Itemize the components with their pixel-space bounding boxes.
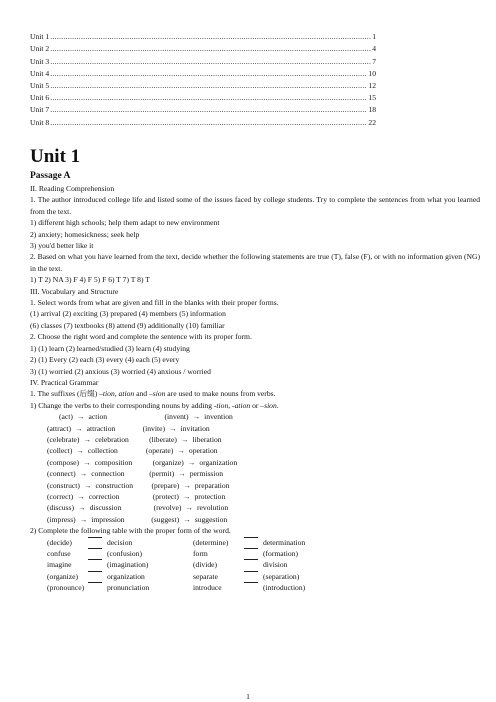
document-body (30, 170, 480, 594)
toc-leader (50, 32, 371, 41)
verb: (permit) (149, 469, 175, 479)
chinese-term: 后缀 (79, 389, 95, 399)
table-cell: organization (107, 571, 145, 581)
arrow-icon: → (168, 423, 177, 433)
table-cell: (pronounce) (47, 583, 85, 593)
question-text (30, 388, 480, 399)
verb: (act) (59, 412, 73, 422)
arrow-icon: → (192, 412, 201, 422)
question-text: 2. Choose the right word and complete the sentence with its proper form. (30, 332, 252, 342)
noun: invention (204, 412, 233, 422)
table-cell: determination (263, 537, 306, 547)
table-row (30, 582, 480, 593)
toc-page: 18 (368, 105, 376, 115)
dash-separator (244, 582, 258, 593)
text-run: , (114, 389, 119, 399)
toc-page: 15 (368, 93, 376, 103)
toc-entry[interactable] (30, 41, 376, 53)
toc-leader (50, 105, 367, 114)
toc-title: Unit 6 (30, 93, 50, 103)
toc-title: Unit 3 (30, 56, 50, 66)
question-text: 1. Select words from what are given and fill in the blanks with their proper forms. (30, 298, 279, 308)
dash-separator (88, 548, 102, 559)
answer-line: (6) classes (7) textbooks (8) attend (9) additionally (10) familiar (30, 320, 225, 330)
toc-entry[interactable] (30, 53, 376, 65)
noun: celebration (95, 434, 129, 444)
question-text: 2) Complete the following table with the proper form of the word. (30, 526, 231, 536)
verb: (prepare) (151, 480, 180, 490)
verb: (revolve) (153, 503, 182, 513)
verb-noun-row (30, 457, 480, 468)
section-heading-reading: II. Reading Comprehension (30, 184, 115, 193)
arrow-icon: → (76, 412, 85, 422)
arrow-icon: → (185, 503, 194, 513)
question-text: 1. The author introduced college life and listed some of the issues faced by college students. Try to complete the sentences from what you learned from the text. (30, 195, 480, 216)
table-cell: confuse (47, 549, 71, 558)
toc-page: 4 (372, 44, 376, 54)
arrow-icon: → (79, 514, 88, 524)
arrow-icon: → (180, 434, 189, 444)
toc-page: 10 (368, 68, 376, 78)
verb-noun-list (30, 411, 480, 525)
noun: construction (95, 480, 134, 490)
question-text (30, 400, 480, 411)
arrow-icon: → (187, 457, 196, 467)
toc-leader (50, 81, 367, 90)
page-number: 1 (246, 692, 250, 701)
answer-line: 2) anxiety; homesickness; seek help (30, 229, 140, 239)
toc-entry[interactable] (30, 90, 376, 102)
verb: (invent) (164, 412, 189, 422)
verb-noun-row (30, 480, 480, 491)
text-run: . (276, 400, 279, 410)
noun: permission (189, 469, 224, 479)
table-cell: decision (107, 537, 133, 547)
arrow-icon: → (77, 491, 85, 501)
word-form-table (30, 537, 480, 594)
table-cell: form (193, 549, 208, 558)
toc-page: 1 (372, 32, 376, 42)
verb: (compose) (47, 457, 80, 467)
verb-noun-row (30, 491, 480, 502)
toc-leader (50, 44, 371, 53)
verb: (discuss) (47, 503, 74, 513)
toc-title: Unit 5 (30, 80, 50, 90)
question-text: 2. Based on what you have learned from the text, decide whether the following statements are true (T), false (F), or with no information given (NG) in the text. (30, 252, 480, 273)
verb: (protect) (152, 491, 179, 501)
section-heading-grammar: IV. Practical Grammar (30, 377, 99, 387)
arrow-icon: → (182, 491, 191, 501)
toc-title: Unit 1 (30, 32, 50, 42)
verb: (impress) (47, 514, 76, 524)
verb-noun-row (30, 445, 480, 456)
noun: invitation (180, 423, 210, 433)
table-row (30, 537, 480, 548)
text-run: ) – (94, 389, 103, 399)
verb: (connect) (47, 469, 76, 479)
verb: (invite) (142, 423, 165, 433)
noun: operation (188, 446, 218, 456)
toc-leader (50, 57, 371, 66)
verb-noun-row (30, 423, 480, 434)
suffix-term: sion (264, 400, 277, 410)
text-run: 1. The suffixes ( (30, 389, 80, 399)
noun: impression (91, 514, 125, 524)
noun: organization (199, 457, 238, 467)
toc-title: Unit 4 (30, 68, 50, 78)
toc-title: Unit 8 (30, 117, 50, 127)
toc-leader (50, 69, 367, 78)
dash-separator (244, 548, 258, 559)
table-cell: introduce (193, 583, 222, 593)
arrow-icon: → (178, 469, 186, 479)
arrow-icon: → (78, 503, 86, 513)
answer-line: 1) different high schools; help them adapt to new environment (30, 218, 220, 228)
table-cell: (organize) (47, 571, 79, 581)
unit-title: Unit 1 (30, 146, 81, 167)
toc-entry[interactable] (30, 114, 376, 126)
suffix-term: sion (152, 389, 166, 399)
noun: attraction (86, 423, 116, 433)
toc-page: 7 (372, 56, 376, 66)
text-run: or – (250, 400, 265, 410)
text-run: 1) Change the verbs to their corresponding nouns by adding (30, 400, 214, 410)
answer-line: 1) T 2) NA 3) F 4) F 5) F 6) T 7) T 8) T (30, 275, 150, 285)
verb: (organize) (152, 457, 184, 467)
verb: (collect) (47, 446, 73, 456)
table-row (30, 559, 480, 570)
table-row (30, 548, 480, 559)
table-cell: (divide) (193, 560, 218, 570)
suffix-term: tion (102, 389, 115, 399)
table-cell: (decide) (47, 537, 72, 547)
text-run: are used to make nouns from verbs. (165, 389, 276, 399)
text-run: and – (134, 389, 153, 399)
answer-line: 1) (1) learn (2) learned/studied (3) learn (4) studying (30, 343, 190, 353)
verb-noun-row (30, 434, 480, 445)
passage-title: Passage A (30, 171, 71, 181)
arrow-icon: → (83, 480, 92, 490)
arrow-icon: → (76, 446, 84, 456)
noun: connection (91, 469, 125, 479)
noun: correction (88, 491, 120, 501)
noun: discussion (89, 503, 122, 513)
dash-separator (88, 537, 102, 548)
table-cell: imagine (47, 560, 72, 570)
dash-separator (244, 571, 258, 582)
table-cell: pronunciation (107, 583, 150, 593)
toc-entry[interactable] (30, 78, 376, 90)
verb: (celebrate) (47, 434, 80, 444)
verb: (attract) (47, 423, 72, 433)
toc-entry[interactable] (30, 102, 376, 114)
noun: action (88, 412, 108, 422)
verb-noun-row (30, 411, 480, 422)
noun: suggestion (194, 514, 228, 524)
arrow-icon: → (79, 469, 88, 479)
table-cell: division (263, 560, 288, 570)
dash-separator (88, 559, 102, 570)
verb: (operate) (145, 446, 174, 456)
verb: (liberate) (149, 434, 177, 444)
dash-separator (244, 537, 258, 548)
toc-entry[interactable] (30, 29, 376, 41)
toc-page: 12 (368, 80, 376, 90)
verb: (suggest) (151, 514, 180, 524)
table-cell: (confusion) (107, 549, 143, 558)
verb-noun-row (30, 502, 480, 513)
answer-line: (1) arrival (2) exciting (3) prepared (4) members (5) information (30, 309, 226, 319)
answer-line: 2) (1) Every (2) each (3) every (4) each (5) every (30, 355, 180, 365)
table-of-contents (30, 29, 376, 127)
arrow-icon: → (177, 446, 185, 456)
noun: composition (94, 457, 133, 467)
dash-separator (88, 571, 102, 582)
arrow-icon: → (183, 514, 191, 524)
verb: (correct) (47, 491, 74, 501)
toc-leader (50, 118, 367, 127)
arrow-icon: → (83, 457, 91, 467)
answer-line: 3) (1) worried (2) anxious (3) worried (4) anxious / worried (30, 366, 211, 376)
toc-entry[interactable] (30, 66, 376, 78)
noun: preparation (194, 480, 230, 490)
table-row (30, 571, 480, 582)
arrow-icon: → (183, 480, 191, 490)
noun: collection (87, 446, 118, 456)
section-heading-vocabulary: III. Vocabulary and Structure (30, 286, 119, 296)
arrow-icon: → (83, 434, 92, 444)
toc-page: 22 (368, 117, 376, 127)
table-cell: (imagination) (107, 560, 149, 570)
dash-separator (88, 582, 102, 593)
verb: (construct) (47, 480, 80, 490)
table-cell: separate (193, 571, 218, 581)
toc-title: Unit 2 (30, 44, 50, 54)
answer-line: 3) you'd better like it (30, 241, 94, 251)
noun: protection (194, 491, 226, 501)
verb-noun-row (30, 514, 480, 525)
table-cell: (introduction) (263, 583, 306, 593)
suffix-term: -tion, -ation (213, 400, 251, 410)
noun: liberation (192, 434, 222, 444)
arrow-icon: → (75, 423, 83, 433)
toc-leader (50, 93, 367, 102)
verb-noun-row (30, 468, 480, 479)
toc-title: Unit 7 (30, 105, 50, 115)
table-cell: (separation) (263, 571, 300, 581)
suffix-term: ation (118, 389, 135, 399)
table-cell: (determine) (193, 537, 229, 547)
dash-separator (244, 559, 258, 570)
table-cell: (formation) (263, 549, 299, 558)
noun: revolution (197, 503, 229, 513)
